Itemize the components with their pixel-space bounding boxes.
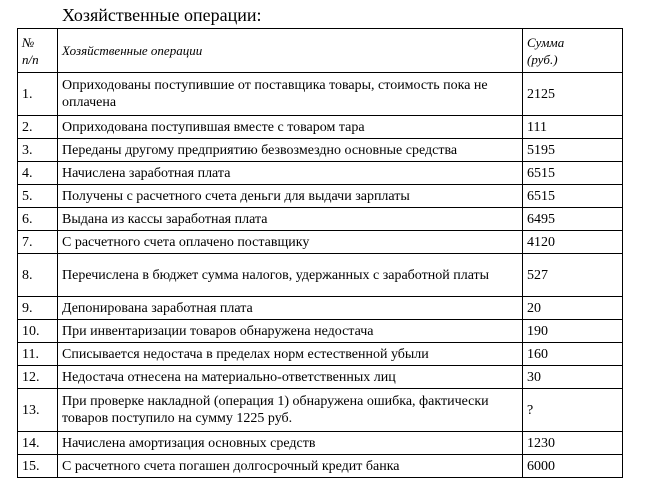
row-sum: 6515	[523, 162, 623, 185]
operations-table	[17, 28, 623, 478]
table-row	[18, 208, 623, 231]
table-header-row	[18, 29, 623, 73]
row-description: Получены с расчетного счета деньги для выдачи зарплаты	[58, 185, 523, 208]
row-sum: 5195	[523, 139, 623, 162]
document-title: Хозяйственные операции:	[62, 5, 262, 25]
header-description	[58, 29, 523, 73]
table-row	[18, 73, 623, 116]
row-number: 6.	[18, 208, 58, 231]
row-sum: 1230	[523, 432, 623, 455]
table-row	[18, 116, 623, 139]
row-number: 4.	[18, 162, 58, 185]
row-number: 5.	[18, 185, 58, 208]
row-description: При проверке накладной (операция 1) обнаружена ошибка, фактически товаров поступило на сумму 1225 руб.	[58, 389, 523, 432]
row-number: 7.	[18, 231, 58, 254]
table-row	[18, 366, 623, 389]
table-row	[18, 185, 623, 208]
row-description: Перечислена в бюджет сумма налогов, удержанных с заработной платы	[58, 254, 523, 297]
row-sum: 6515	[523, 185, 623, 208]
row-sum: 20	[523, 297, 623, 320]
row-description: При инвентаризации товаров обнаружена недостача	[58, 320, 523, 343]
row-number: 15.	[18, 455, 58, 478]
row-description: С расчетного счета погашен долгосрочный кредит банка	[58, 455, 523, 478]
row-number: 1.	[18, 73, 58, 116]
row-sum: ?	[523, 389, 623, 432]
row-number: 13.	[18, 389, 58, 432]
header-number-line2: п/п	[22, 51, 39, 67]
row-sum: 527	[523, 254, 623, 297]
header-description-label: Хозяйственные операции	[62, 43, 203, 58]
row-number: 3.	[18, 139, 58, 162]
header-sum-line1: Сумма	[527, 34, 565, 50]
row-number: 14.	[18, 432, 58, 455]
row-description: Начислена заработная плата	[58, 162, 523, 185]
row-description: Оприходованы поступившие от поставщика товары, стоимость пока не оплачена	[58, 73, 523, 116]
row-sum: 160	[523, 343, 623, 366]
row-sum: 2125	[523, 73, 623, 116]
row-description: Начислена амортизация основных средств	[58, 432, 523, 455]
row-number: 12.	[18, 366, 58, 389]
row-sum: 190	[523, 320, 623, 343]
row-description: Выдана из кассы заработная плата	[58, 208, 523, 231]
table-row	[18, 231, 623, 254]
header-number	[18, 29, 58, 73]
table-row	[18, 455, 623, 478]
row-sum: 30	[523, 366, 623, 389]
row-sum: 4120	[523, 231, 623, 254]
table-row	[18, 320, 623, 343]
row-description: Оприходована поступившая вместе с товаром тара	[58, 116, 523, 139]
row-number: 9.	[18, 297, 58, 320]
table-row	[18, 343, 623, 366]
row-description: С расчетного счета оплачено поставщику	[58, 231, 523, 254]
row-number: 11.	[18, 343, 58, 366]
header-sum-line2: (руб.)	[527, 51, 558, 67]
row-number: 8.	[18, 254, 58, 297]
row-sum: 6000	[523, 455, 623, 478]
table-row	[18, 139, 623, 162]
row-sum: 111	[523, 116, 623, 139]
row-description: Переданы другому предприятию безвозмездно основные средства	[58, 139, 523, 162]
table-row	[18, 297, 623, 320]
row-number: 2.	[18, 116, 58, 139]
row-description: Списывается недостача в пределах норм естественной убыли	[58, 343, 523, 366]
header-number-line1: №	[22, 34, 35, 50]
row-description: Недостача отнесена на материально-ответственных лиц	[58, 366, 523, 389]
row-sum: 6495	[523, 208, 623, 231]
row-number: 10.	[18, 320, 58, 343]
table-row	[18, 254, 623, 297]
table-row	[18, 389, 623, 432]
table-row	[18, 432, 623, 455]
row-description: Депонирована заработная плата	[58, 297, 523, 320]
table-row	[18, 162, 623, 185]
header-sum	[523, 29, 623, 73]
